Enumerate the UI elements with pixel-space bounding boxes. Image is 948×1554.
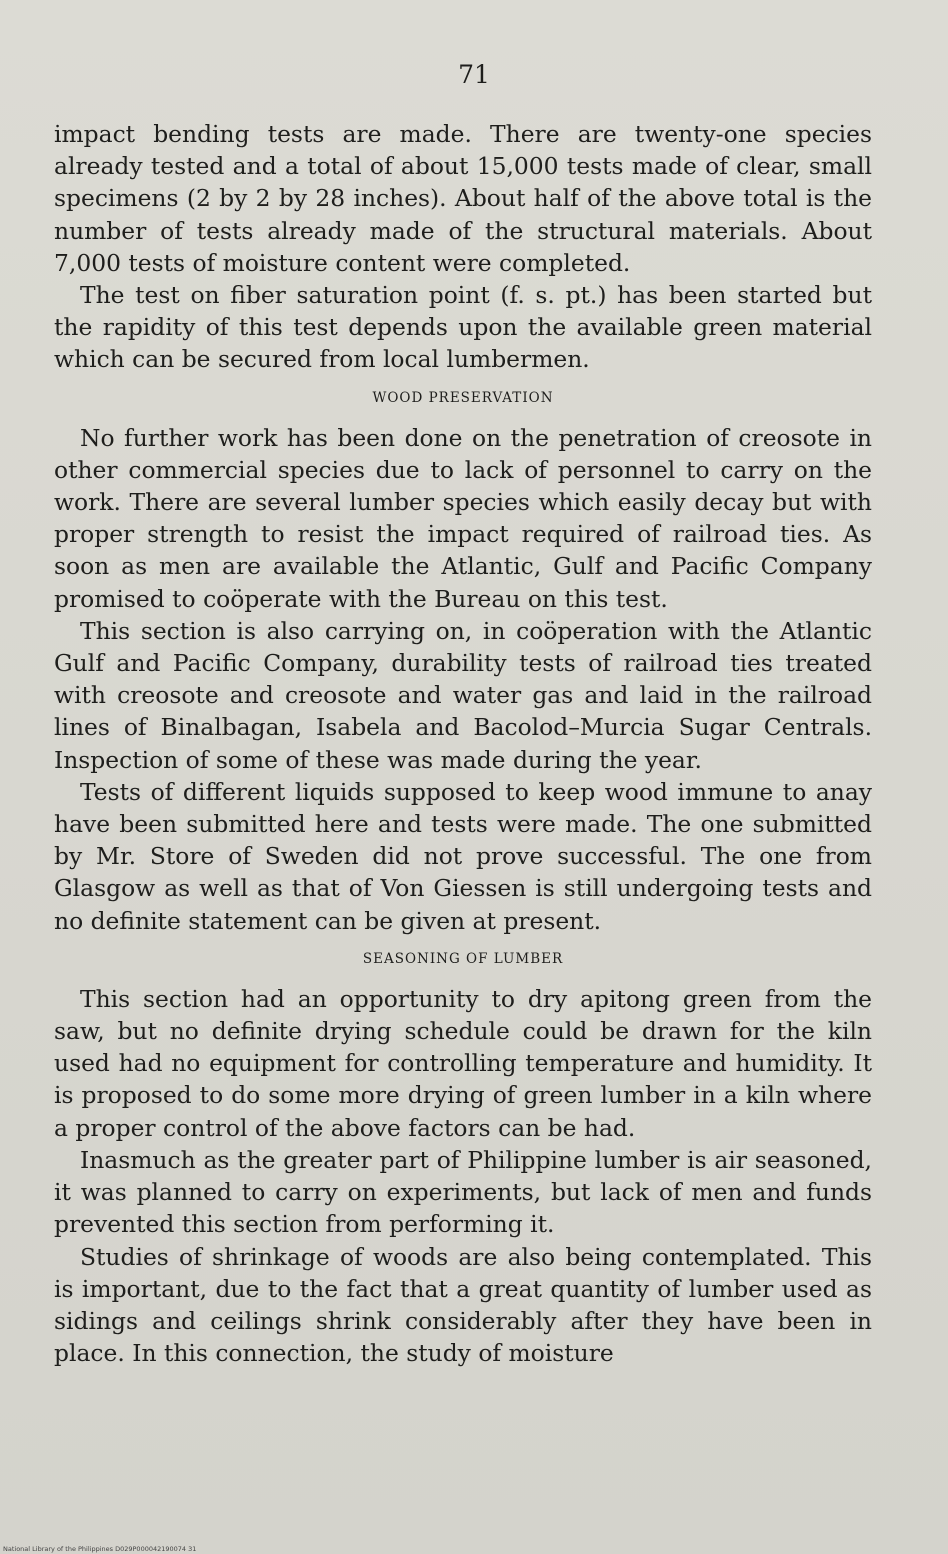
section-heading-seasoning-of-lumber: SEASONING OF LUMBER xyxy=(362,950,564,967)
page-number: 71 xyxy=(458,60,490,89)
library-footer: National Library of the Philippines D029P000042190074 31 xyxy=(3,1545,197,1553)
paragraph: No further work has been done on the penetration of creosote in other commercial species due to lack of personnel to carry on the work. There are several lumber species which easily decay but with proper strength to resist the impact required of railroad ties. As soon as men are available the Atlantic, Gulf and Pacific Company promised to coöperate with the Bureau on this test. xyxy=(54,423,872,613)
body-text xyxy=(54,118,872,1369)
paragraph: This section is also carrying on, in coöperation with the Atlantic Gulf and Pacific Company, durability tests of railroad ties treated with creosote and creosote and water gas and laid in the railroad lines of Binalbagan, Isabela and Bacolod–Murcia Sugar Centrals. Inspection of some of these was made during the year. xyxy=(54,616,872,774)
paragraph: Tests of different liquids supposed to keep wood immune to anay have been submitted here and tests were made. The one submitted by Mr. Store of Sweden did not prove successful. The one from Glasgow as well as that of Von Giessen is still undergoing tests and no definite statement can be given at present. xyxy=(54,777,872,935)
paragraph: impact bending tests are made. There are twenty-one species already tested and a total of about 15,000 tests made of clear, small specimens (2 by 2 by 28 inches). About half of the above total is the number of tests already made of the structural materials. About 7,000 tests of moisture content were completed. xyxy=(54,120,872,277)
paragraph: This section had an opportunity to dry apitong green from the saw, but no definite drying schedule could be drawn for the kiln used had no equipment for controlling temperature and humidity. It is proposed to do some more drying of green lumber in a kiln where a proper control of the above factors can be had. xyxy=(54,984,872,1142)
paragraph: The test on fiber saturation point (f. s. pt.) has been started but the rapidity of this test depends upon the available green material which can be secured from local lumbermen. xyxy=(54,281,872,374)
paragraph: Inasmuch as the greater part of Philippine lumber is air seasoned, it was planned to carry on experiments, but lack of men and funds prevented this section from performing it. xyxy=(54,1145,872,1239)
paragraph: Studies of shrinkage of woods are also being contemplated. This is important, due to the fact that a great quantity of lumber used as sidings and ceilings shrink considerably after they have been in place. In this connection, the study of moisture xyxy=(54,1242,872,1368)
section-heading-wood-preservation: WOOD PRESERVATION xyxy=(372,389,554,406)
